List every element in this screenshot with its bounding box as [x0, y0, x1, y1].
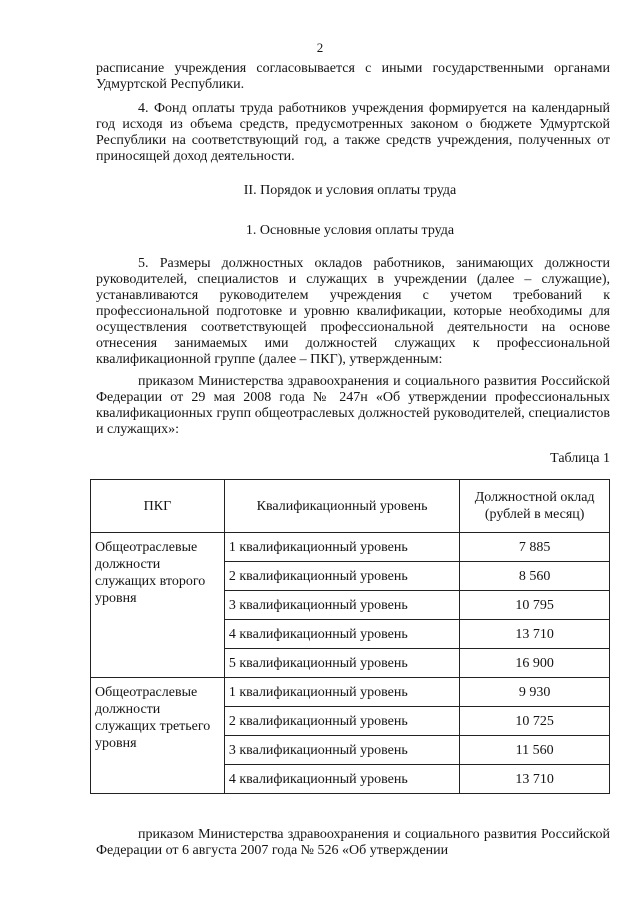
level-cell: 3 квалификационный уровень [224, 736, 459, 765]
salary-table [90, 479, 610, 794]
section-heading: II. Порядок и условия оплаты труда [243, 183, 457, 198]
salary-cell: 9 930 [460, 678, 610, 707]
paragraph-intro: расписание учреждения согласовывается с иными государственными органами Удмуртской Республики. [96, 61, 610, 92]
header-salary: Должностной оклад (рублей в месяц) [460, 480, 610, 533]
salary-cell: 7 885 [460, 533, 610, 562]
page-number: 2 [316, 40, 324, 55]
subsection-heading: 1. Основные условия оплаты труда [245, 223, 455, 238]
level-cell: 4 квалификационный уровень [224, 620, 459, 649]
level-cell: 2 квалификационный уровень [224, 562, 459, 591]
salary-cell: 11 560 [460, 736, 610, 765]
header-pkg: ПКГ [91, 480, 225, 533]
salary-cell: 13 710 [460, 620, 610, 649]
salary-cell: 16 900 [460, 649, 610, 678]
level-cell: 1 квалификационный уровень [224, 533, 459, 562]
paragraph-order-247n: приказом Министерства здравоохранения и социального развития Российской Федерации от 29 мая 2008 года № 247н «Об утверждении профессиональных квалификационных групп общеотраслевых должностей руководителей, специалистов и служащих»: [96, 374, 610, 437]
salary-cell: 8 560 [460, 562, 610, 591]
group-name-third-level: Общеотраслевые должности служащих третьего уровня [91, 678, 225, 794]
salary-cell: 13 710 [460, 765, 610, 794]
salary-cell: 10 725 [460, 707, 610, 736]
level-cell: 2 квалификационный уровень [224, 707, 459, 736]
group-name-second-level: Общеотраслевые должности служащих второго уровня [91, 533, 225, 678]
salary-cell: 10 795 [460, 591, 610, 620]
table-row [91, 533, 610, 562]
paragraph-4: 4. Фонд оплаты труда работников учреждения формируется на календарный год исходя из объема средств, предусмотренных законом о бюджете Удмуртской Республики на соответствующий год, а также средств учреждения, полученных от приносящей доход деятельности. [96, 101, 610, 164]
paragraph-5: 5. Размеры должностных окладов работников, занимающих должности руководителей, специалистов и служащих в учреждении (далее – служащие), устанавливаются руководителем учреждения с учетом требований к профессиональной подготовке и уровню квалификации, которые необходимы для осуществления соответствующей профессиональной деятельности на основе отнесения занимаемых ими должностей служащих к профессиональной квалификационной группе (далее – ПКГ), утвержденным: [96, 256, 610, 367]
level-cell: 4 квалификационный уровень [224, 765, 459, 794]
level-cell: 5 квалификационный уровень [224, 649, 459, 678]
header-level: Квалификационный уровень [224, 480, 459, 533]
paragraph-order-526: приказом Министерства здравоохранения и социального развития Российской Федерации от 6 августа 2007 года № 526 «Об утверждении [96, 827, 610, 858]
table-row [91, 678, 610, 707]
level-cell: 3 квалификационный уровень [224, 591, 459, 620]
table-header-row [91, 480, 610, 533]
table-caption: Таблица 1 [550, 451, 610, 466]
level-cell: 1 квалификационный уровень [224, 678, 459, 707]
